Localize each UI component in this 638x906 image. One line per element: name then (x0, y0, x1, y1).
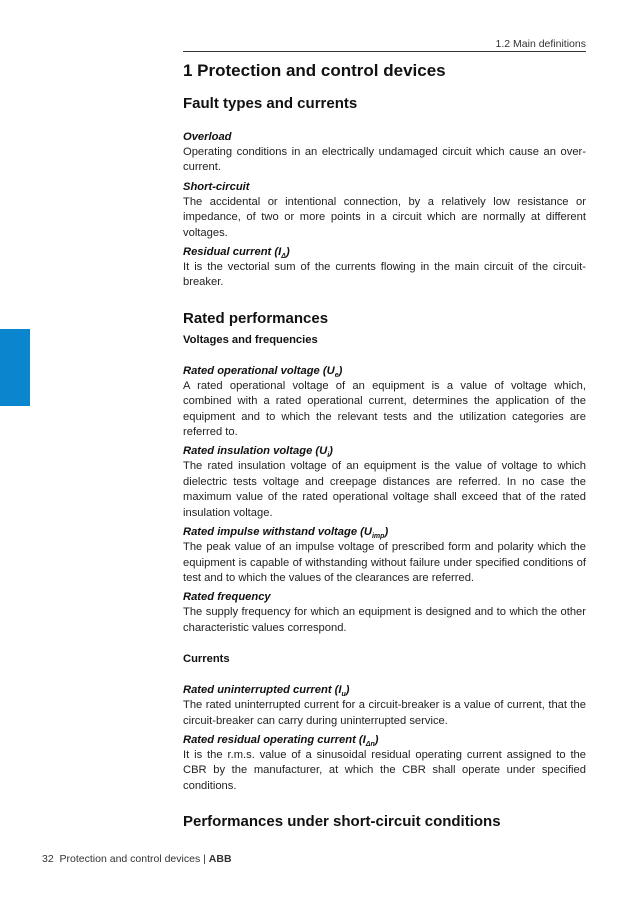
term-residual-current-sub: Δ (281, 253, 286, 261)
definition-rated-operational-voltage (183, 364, 586, 441)
term-unint-current-end: ) (345, 684, 350, 697)
term-unint-current-sub: u (341, 691, 346, 699)
definition-rated-uninterrupted-current (183, 683, 586, 729)
running-header: 1.2 Main definitions (495, 38, 586, 50)
term-unint-current-main: Rated uninterrupted current (I (183, 684, 342, 697)
definition-overload (183, 130, 586, 176)
page-content (183, 60, 586, 832)
term-rated-residual-operating-current (183, 733, 586, 748)
definition-rated-residual-operating-current (183, 733, 586, 794)
definition-rated-impulse-voltage (183, 525, 586, 586)
desc-rated-uninterrupted-current: The rated uninterrupted current for a circuit-breaker is a value of current, that the circuit-breaker can carry during uninterrupted service. (183, 699, 586, 727)
term-residual-current-main: Residual current (I (183, 246, 282, 259)
term-ins-voltage-end: ) (329, 445, 333, 458)
term-ins-voltage-sub: i (327, 452, 330, 460)
definition-residual-current (183, 245, 586, 291)
header-rule (183, 51, 586, 52)
desc-rated-insulation-voltage: The rated insulation voltage of an equipment is the value of voltage to which dielectric tests voltage and creepage distances are referred. In no case the maximum value of the rated operational voltage shall exceed that of the rated insulation voltage. (183, 460, 586, 519)
footer-doc-title: Protection and control devices (59, 853, 201, 865)
section-title-rated-performances: Rated performances (183, 309, 329, 327)
desc-rated-residual-operating-current: It is the r.m.s. value of a sinusoidal residual operating current assigned to the CBR by the manufacturer, at which the CBR shall operate under specified conditions. (183, 748, 586, 792)
term-op-voltage-end: ) (338, 364, 343, 377)
footer-brand: ABB (208, 853, 232, 865)
definition-rated-frequency (183, 590, 586, 636)
term-overload: Overload (183, 131, 232, 143)
term-rated-frequency: Rated frequency (183, 591, 271, 604)
footer-separator: | (203, 853, 206, 865)
term-res-op-current-main: Rated residual operating current (I (183, 733, 366, 746)
desc-rated-frequency: The supply frequency for which an equipment is designed and to which the other characteristic values correspond. (183, 606, 586, 634)
section-title-short-circuit-performances: Performances under short-circuit conditions (183, 813, 501, 831)
term-op-voltage-sub: e (334, 372, 339, 380)
subsection-title-voltages: Voltages and frequencies (183, 333, 318, 346)
term-rated-insulation-voltage (183, 444, 586, 459)
term-res-op-current-end: ) (374, 733, 379, 746)
chapter-title: 1 Protection and control devices (183, 61, 446, 80)
desc-overload: Operating conditions in an electrically undamaged circuit which cause an over-current. (183, 146, 586, 174)
term-ins-voltage-main: Rated insulation voltage (U (183, 445, 328, 458)
desc-short-circuit: The accidental or intentional connection, by a relatively low resistance or impedance, of two or more points in a circuit which are normally at different voltages. (183, 195, 586, 239)
footer-page-number: 32 (42, 853, 54, 865)
term-res-op-current-sub: Δn (365, 741, 375, 749)
page-footer (42, 853, 232, 865)
term-rated-uninterrupted-current (183, 683, 586, 698)
subsection-title-currents: Currents (183, 653, 230, 666)
term-rated-operational-voltage (183, 364, 586, 379)
desc-rated-operational-voltage: A rated operational voltage of an equipment is a value of voltage which, combined with a rated operational current, determines the application of the equipment and to which the relevant tests and the utilization categories are referred to. (183, 379, 586, 439)
section-title-fault-types: Fault types and currents (183, 95, 358, 112)
desc-rated-impulse-voltage: The peak value of an impulse voltage of prescribed form and polarity which the equipment is capable of withstanding without failure under specified conditions of test and to which the values of the clearances are referred. (183, 541, 586, 584)
term-imp-voltage-main: Rated impulse withstand voltage (U (183, 526, 372, 539)
term-residual-current-end: ) (285, 246, 290, 259)
term-imp-voltage-end: ) (384, 526, 389, 539)
desc-residual-current: It is the vectorial sum of the currents flowing in the main circuit of the circuit-breaker. (183, 261, 586, 289)
definition-rated-insulation-voltage (183, 444, 586, 521)
definition-short-circuit (183, 180, 586, 241)
term-residual-current (183, 245, 586, 260)
term-rated-impulse-voltage (183, 525, 586, 540)
term-short-circuit: Short-circuit (183, 180, 250, 193)
term-op-voltage-main: Rated operational voltage (U (183, 364, 335, 377)
chapter-side-tab (0, 329, 30, 406)
term-imp-voltage-sub: imp (371, 533, 385, 541)
